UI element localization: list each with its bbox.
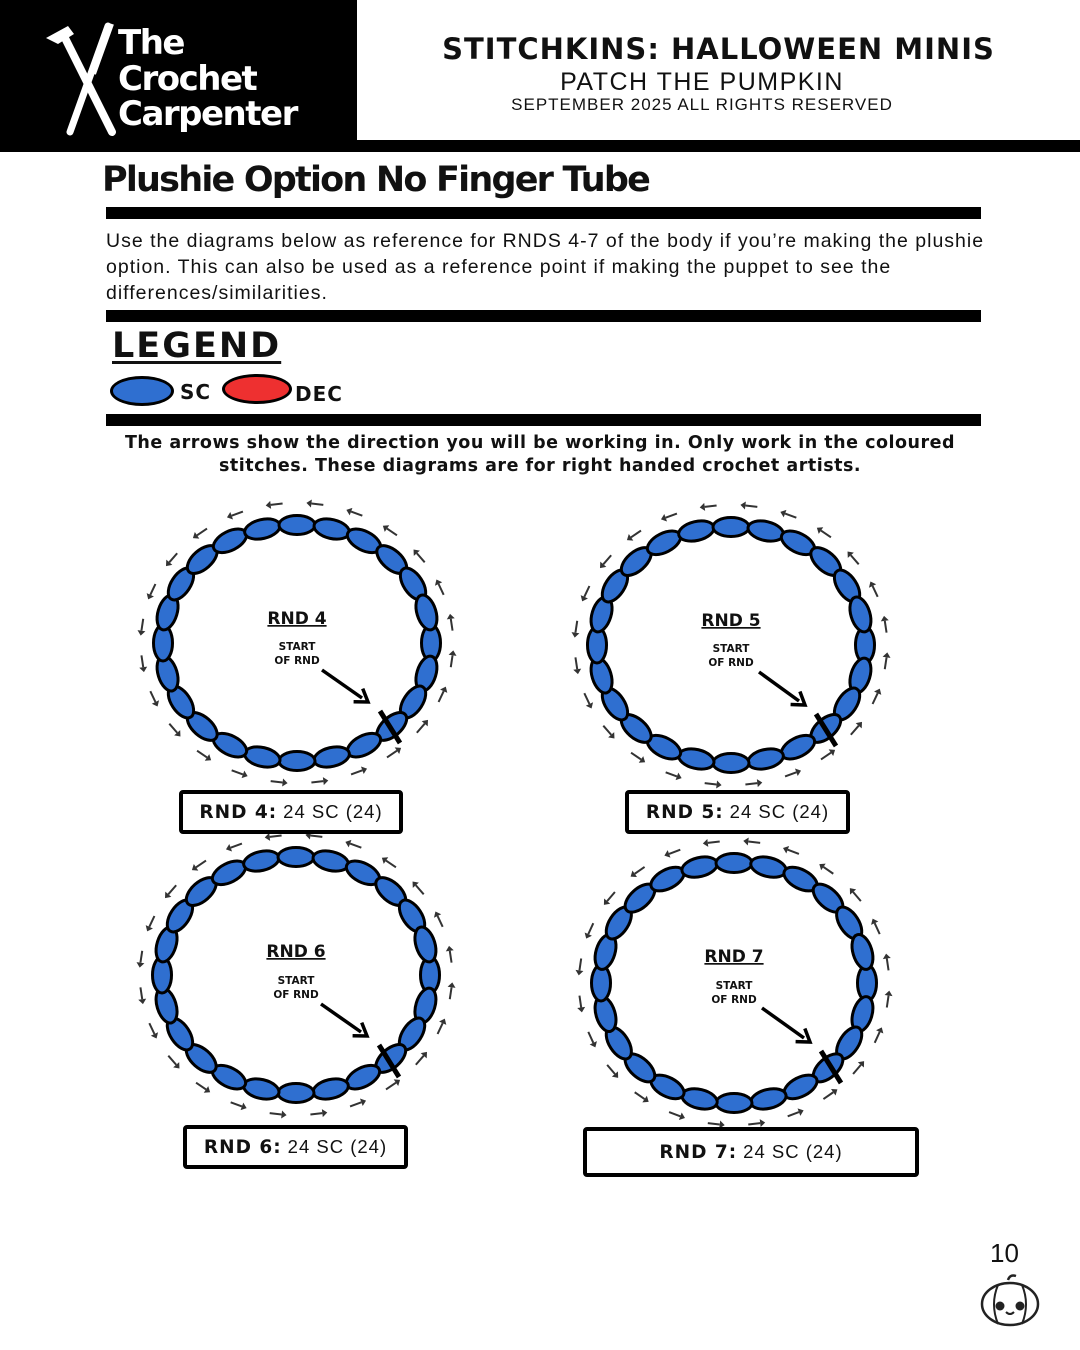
direction-arrow [146,916,155,931]
direction-arrow [435,579,444,594]
direction-arrow [193,529,207,539]
direction-arrow [885,991,893,1008]
pattern-series-title: STITCHKINS: HALLOWEEN MINIS [442,32,995,66]
direction-arrow [819,864,833,874]
direction-arrow [576,959,584,976]
direction-arrow [166,553,177,566]
stitch-sc [242,1076,281,1103]
direction-arrow [383,525,397,535]
direction-arrow [780,510,796,518]
direction-arrow [785,769,801,777]
direction-arrow [875,1027,884,1042]
page-number: 10 [990,1238,1019,1268]
stitch-sc [713,518,749,537]
direction-arrow [416,1052,427,1065]
copyright-notice: SEPTEMBER 2025 ALL RIGHTS RESERVED [511,95,893,114]
stitch-sc [680,1085,719,1112]
direction-arrow [664,850,680,858]
direction-arrow [600,555,611,568]
direction-arrow [310,1109,327,1117]
rnd-7-caption [583,1127,919,1177]
legend-title: LEGEND [112,326,282,366]
direction-arrow [573,657,581,674]
direction-arrow [149,1023,158,1038]
stitch-sc [846,594,875,634]
page-title: Plushie Option No Finger Tube [102,160,650,200]
direction-arrow [666,772,682,780]
stitch-sc [242,848,281,875]
dec-legend-label: DEC [295,382,343,406]
direction-arrow [627,531,641,541]
direction-arrow [581,586,590,601]
direction-arrow [871,919,880,934]
direction-arrow [881,616,889,633]
logo-text-line-3: Carpenter [118,94,297,134]
rnd-5-caption [625,790,850,834]
direction-arrow [192,861,206,871]
direction-arrow [382,857,396,867]
direction-arrow [439,687,448,702]
logo-text-line-1: The [118,23,184,63]
caption-count: 24 SC (24) [743,1141,843,1162]
round-diagram-6 [136,832,455,1119]
stitch-sc [312,744,351,771]
stitch-sc [312,516,351,543]
direction-arrow [271,779,288,787]
direction-arrow [231,1102,247,1110]
direction-arrow [386,1079,400,1089]
direction-arrow [438,1019,447,1034]
start-of-round-label: START [278,641,316,653]
logo-text-line-2: Crochet [118,59,257,99]
direction-arrow [604,892,615,905]
stitch-sc [311,848,350,875]
caption-label: RND 6: [203,1136,282,1158]
direction-arrow [351,767,367,775]
stitch-sc [279,752,315,771]
stitch-sc [278,1084,314,1103]
direction-arrow [883,652,891,669]
round-label: RND 7 [704,947,764,967]
round-label: RND 4 [267,609,327,629]
direction-arrow [232,770,248,778]
direction-arrow [851,722,862,735]
direction-arrow [346,508,362,516]
direction-arrow [270,1111,287,1119]
direction-arrow [783,846,799,854]
direction-arrow [635,1092,649,1102]
stitch-sc [848,932,876,972]
direction-arrow [434,911,443,926]
direction-arrow [584,693,593,708]
direction-arrow [740,502,757,510]
start-of-round-label: START [715,980,753,992]
pumpkin-mascot-icon [978,1272,1042,1328]
stitch-sc [243,516,282,543]
direction-arrow [447,614,455,631]
stitch-sc [311,1076,350,1103]
direction-arrow [853,1061,864,1074]
caption-label: RND 7: [659,1141,738,1163]
rnd-6-caption [183,1125,408,1169]
direction-arrow [165,885,176,898]
caption-label: RND 5: [645,801,724,823]
direction-arrow [168,1056,179,1069]
pattern-name: PATCH THE PUMPKIN [560,68,844,96]
direction-arrow [138,987,146,1004]
direction-arrow [631,867,645,877]
stitch-sc [680,854,719,881]
direction-arrow [869,581,878,596]
direction-arrow [669,1112,685,1120]
direction-arrow [150,691,159,706]
direction-arrow [345,840,361,848]
direction-arrow [169,724,180,737]
intro-paragraph: Use the diagrams below as reference for RNDS 4-7 of the body if you’re making the plushie option. This can also be used as a reference point if making the puppet to see the differences/similarities. [106,230,985,304]
start-pointer-arrow [759,672,805,705]
start-of-round-label: OF RND [711,994,757,1006]
caption-count: 24 SC (24) [729,801,830,822]
direction-arrow [266,501,283,509]
stitch-sc [749,854,788,881]
stitch-sc [279,516,315,535]
direction-arrow [446,946,454,963]
direction-arrow [311,777,328,785]
stitch-sc [749,1085,788,1112]
stitch-sc [243,744,282,771]
direction-arrow [306,500,323,508]
stitch-sc [677,746,716,773]
direction-arrow [873,689,882,704]
direction-arrow [821,749,835,759]
start-of-round-label: START [712,643,750,655]
direction-arrow [413,881,424,894]
round-label: RND 6 [266,942,326,962]
direction-arrow [265,833,282,841]
direction-arrow [823,1089,837,1099]
start-of-round-label: OF RND [274,655,320,667]
direction-arrow [788,1108,804,1116]
stitch-sc [746,518,785,545]
direction-arrow [147,584,156,599]
direction-arrow [607,1065,618,1078]
direction-arrow [661,514,677,522]
round-diagram-4 [137,500,456,787]
stitch-sc [412,592,441,632]
stitch-sc [411,924,440,964]
caption-label: RND 4: [199,801,278,823]
direction-arrow [387,747,401,757]
stitch-sc [716,1094,752,1113]
direction-arrow [603,726,614,739]
direction-arrow [848,551,859,564]
stitch-sc [746,746,785,773]
direction-arrow [850,888,861,901]
direction-arrow [449,650,457,667]
direction-arrow [817,527,831,537]
start-pointer-arrow [321,1004,367,1036]
stitch-sc [713,754,749,773]
direction-arrow [226,844,242,852]
direction-arrow [137,619,145,636]
start-of-round-label: START [277,975,315,987]
direction-arrow [883,954,891,971]
caption-count: 24 SC (24) [287,1136,388,1157]
direction-arrow [705,781,722,789]
rnd-4-caption [179,790,403,834]
direction-arrow [700,503,717,511]
direction-arrow [748,1119,765,1127]
stitch-sc [278,848,314,867]
caption-count: 24 SC (24) [283,801,383,822]
diagram-instructions: The arrows show the direction you will be working in. Only work in the coloured stitches. These diagrams are for right handed crochet artists. [125,433,955,476]
stitch-sc [716,854,752,873]
direction-arrow [136,951,144,968]
start-pointer-arrow [762,1008,810,1042]
direction-arrow [743,838,760,846]
direction-arrow [588,1032,597,1047]
stitch-sc [677,518,716,545]
start-of-round-label: OF RND [273,989,319,1001]
direction-arrow [585,923,594,938]
direction-arrow [571,621,579,638]
direction-arrow [139,655,147,672]
round-diagram-7 [576,838,893,1129]
direction-arrow [631,753,645,763]
direction-arrow [414,549,425,562]
direction-arrow [197,751,211,761]
round-diagram-5 [571,502,890,789]
direction-arrow [745,779,762,787]
start-of-round-label: OF RND [708,657,754,669]
round-label: RND 5 [701,611,761,631]
direction-arrow [417,720,428,733]
direction-arrow [196,1083,210,1093]
direction-arrow [227,512,243,520]
direction-arrow [350,1099,366,1107]
direction-arrow [577,996,585,1013]
direction-arrow [703,839,720,847]
direction-arrow [448,982,456,999]
start-pointer-arrow [322,670,368,702]
sc-legend-label: SC [180,380,212,404]
